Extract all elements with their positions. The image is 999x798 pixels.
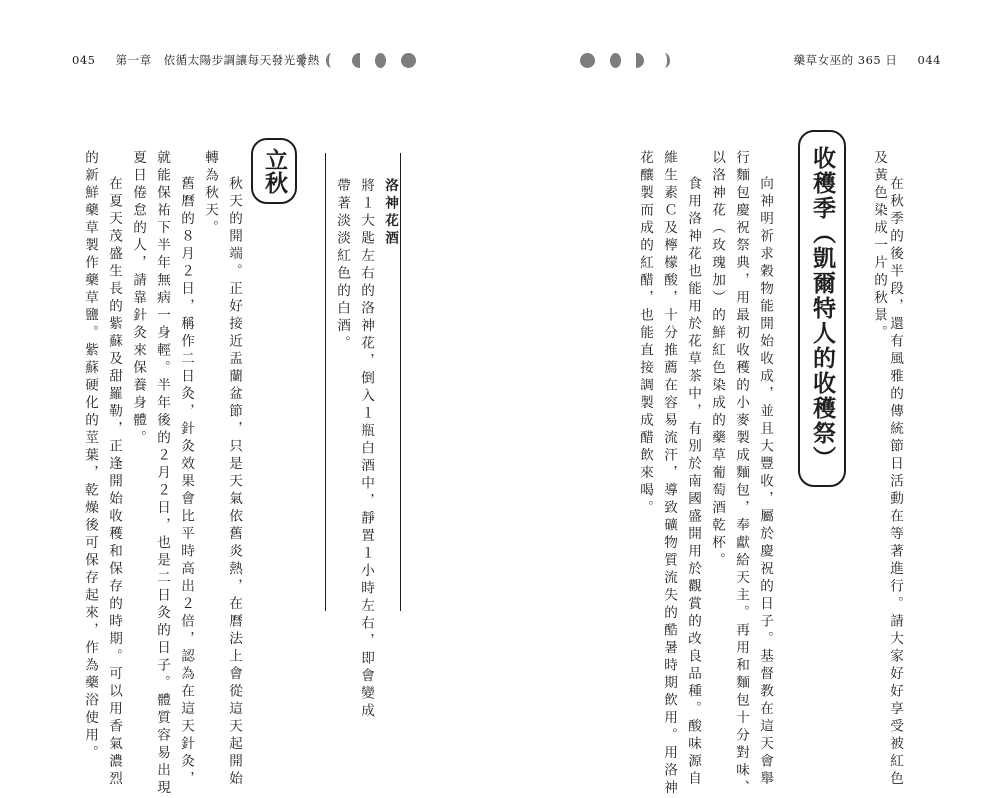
crescent-moon-icon: [326, 53, 337, 68]
crescent-moon-icon: [659, 53, 670, 68]
harvest-body-line-5: 維生素Ｃ及檸檬酸，十分推薦在容易流汗，導致礦物質流失的酷暑時期飲用。用洛神: [661, 150, 677, 798]
harvest-body-line-6: 花釀製而成的紅醋，也能直接調製成醋飲來喝。: [637, 150, 653, 518]
right-intro-line-2: 及黃色染成一片的秋景。: [871, 150, 887, 343]
risshu-body-line-3: 舊曆的８月２日，稱作二日灸，針灸效果會比平時高出２倍，認為在這天針灸，: [178, 176, 194, 789]
risshu-body-line-4: 就能保祐下半年無病一身輕。半年後的２月２日，也是二日灸的日子。體質容易出現: [154, 150, 170, 798]
page-number-right: 044: [917, 53, 941, 67]
recipe-line-1: 將１大匙左右的洛神花，倒入１瓶白酒中，靜置１小時左右，即會變成: [358, 178, 374, 721]
moon-phases-left: [300, 51, 431, 69]
page-header-left: [72, 52, 320, 68]
page-header-right: [794, 52, 941, 68]
recipe-box-rule-left: [325, 153, 326, 611]
risshu-body-line-1: 秋天的開端。正好接近盂蘭盆節，只是天氣依舊炎熱，在曆法上會從這天起開始: [226, 176, 242, 789]
book-title: 藥草女巫的 365 日: [793, 53, 898, 67]
risshu-body-line-5: 夏日倦怠的人，請靠針灸來保養身體。: [130, 150, 146, 448]
page-number-left: 045: [72, 53, 96, 67]
recipe-title: 洛神花酒: [382, 178, 398, 248]
section-heading-harvest: 收穫季（凱爾特人的收穫祭）: [798, 130, 846, 487]
section-heading-risshu: 立秋: [251, 138, 297, 204]
gibbous-moon-icon: [610, 53, 621, 68]
harvest-body-line-4: 食用洛神花也能用於花草茶中，有別於南國盛開用於觀賞的改良品種。酸味源自: [685, 176, 701, 789]
risshu-body-line-7: 的新鮮藥草製作藥草鹽。紫蘇硬化的莖葉，乾燥後可保存起來，作為藥浴使用。: [82, 150, 98, 763]
risshu-body-line-2: 轉為秋天。: [202, 150, 218, 238]
moon-phases-right: [580, 51, 685, 69]
waxing-crescent-moon-icon: [300, 53, 311, 68]
harvest-body-line-2: 行麵包慶祝祭典，用最初收穫的小麥製成麵包，奉獻給天主。再用和麵包十分對味、: [733, 150, 749, 798]
chapter-title: 第一章 依循太陽步調讓每天發光發熱: [115, 53, 320, 67]
harvest-body-line-3: 以洛神花（玫瑰加）的鮮紅色染成的藥草葡萄酒乾杯。: [709, 150, 725, 570]
full-moon-icon: [580, 53, 595, 68]
harvest-body-line-1: 向神明祈求穀物能開始收成，並且大豐收，屬於慶祝的日子。基督教在這天會舉: [757, 176, 773, 789]
half-moon-icon: [352, 53, 360, 68]
full-moon-icon: [401, 53, 416, 68]
risshu-body-line-6: 在夏天茂盛生長的紫蘇及甜羅勒，正逢開始收穫和保存的時期。可以用香氣濃烈: [106, 176, 122, 789]
recipe-line-2: 帶著淡淡紅色的白酒。: [334, 178, 350, 353]
gibbous-moon-icon: [375, 53, 386, 68]
right-intro-line-1: 在秋季的後半段，還有風雅的傳統節日活動在等著進行。請大家好好享受被紅色: [887, 176, 903, 789]
half-moon-icon: [636, 53, 644, 68]
